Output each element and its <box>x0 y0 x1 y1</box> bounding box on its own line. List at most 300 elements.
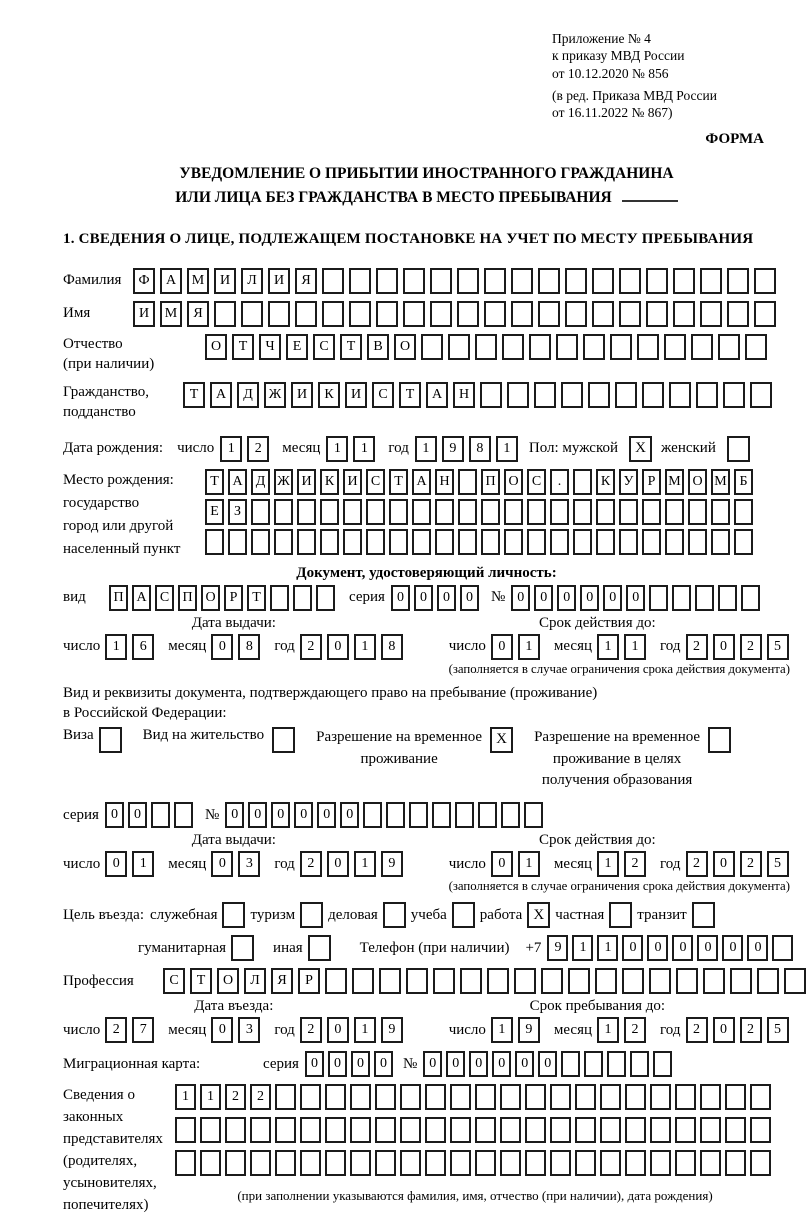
char-cell[interactable] <box>250 1150 271 1176</box>
char-cell[interactable] <box>350 1084 371 1110</box>
char-cell[interactable]: Е <box>205 499 224 525</box>
char-cell[interactable] <box>200 1150 221 1176</box>
char-cell[interactable] <box>450 1150 471 1176</box>
char-cell[interactable] <box>484 301 506 327</box>
char-cell[interactable]: 0 <box>491 634 513 660</box>
char-cell[interactable]: 2 <box>300 634 322 660</box>
char-cell[interactable] <box>649 968 671 994</box>
char-cell[interactable]: К <box>318 382 340 408</box>
char-cell[interactable]: 0 <box>211 1017 233 1043</box>
char-cell[interactable] <box>750 382 772 408</box>
char-cell[interactable] <box>343 499 362 525</box>
char-cell[interactable]: 0 <box>340 802 359 828</box>
char-cell[interactable] <box>366 529 385 555</box>
char-cell[interactable] <box>432 802 451 828</box>
char-cell[interactable]: Д <box>237 382 259 408</box>
char-cell[interactable]: 0 <box>511 585 530 611</box>
char-cell[interactable]: 2 <box>624 851 646 877</box>
char-cell[interactable] <box>727 301 749 327</box>
char-cell[interactable] <box>538 268 560 294</box>
char-cell[interactable] <box>500 1117 521 1143</box>
char-cell[interactable] <box>550 1150 571 1176</box>
char-cell[interactable] <box>430 301 452 327</box>
char-cell[interactable] <box>525 1117 546 1143</box>
char-cell[interactable] <box>484 268 506 294</box>
char-cell[interactable] <box>561 1051 580 1077</box>
char-cell[interactable]: 1 <box>496 436 518 462</box>
char-cell[interactable] <box>448 334 470 360</box>
char-cell[interactable]: 9 <box>442 436 464 462</box>
char-cell[interactable]: П <box>178 585 197 611</box>
char-cell[interactable] <box>625 1150 646 1176</box>
char-cell[interactable] <box>379 968 401 994</box>
char-cell[interactable]: Я <box>295 268 317 294</box>
char-cell[interactable] <box>588 382 610 408</box>
char-cell[interactable] <box>214 301 236 327</box>
char-cell[interactable]: 9 <box>381 851 403 877</box>
char-cell[interactable]: 5 <box>767 634 789 660</box>
char-cell[interactable]: Ж <box>264 382 286 408</box>
char-cell[interactable]: О <box>688 469 707 495</box>
char-cell[interactable] <box>502 334 524 360</box>
char-cell[interactable]: О <box>217 968 239 994</box>
char-cell[interactable] <box>610 334 632 360</box>
char-cell[interactable]: Т <box>340 334 362 360</box>
char-cell[interactable]: 1 <box>200 1084 221 1110</box>
char-cell[interactable] <box>565 301 587 327</box>
char-cell[interactable] <box>561 382 583 408</box>
char-cell[interactable] <box>504 529 523 555</box>
char-cell[interactable] <box>320 529 339 555</box>
char-cell[interactable] <box>723 382 745 408</box>
char-cell[interactable] <box>607 1051 626 1077</box>
char-cell[interactable] <box>725 1150 746 1176</box>
char-cell[interactable]: 0 <box>603 585 622 611</box>
char-cell[interactable] <box>538 301 560 327</box>
char-cell[interactable] <box>478 802 497 828</box>
char-cell[interactable]: 0 <box>271 802 290 828</box>
char-cell[interactable] <box>375 1084 396 1110</box>
char-cell[interactable] <box>475 1117 496 1143</box>
char-cell[interactable]: 0 <box>317 802 336 828</box>
char-cell[interactable]: К <box>320 469 339 495</box>
study-checkbox[interactable] <box>452 902 475 928</box>
char-cell[interactable] <box>297 499 316 525</box>
char-cell[interactable] <box>619 499 638 525</box>
char-cell[interactable]: 0 <box>491 851 513 877</box>
char-cell[interactable] <box>556 334 578 360</box>
char-cell[interactable]: Д <box>251 469 270 495</box>
char-cell[interactable] <box>573 469 592 495</box>
char-cell[interactable] <box>320 499 339 525</box>
char-cell[interactable]: 0 <box>469 1051 488 1077</box>
char-cell[interactable]: 0 <box>327 1017 349 1043</box>
char-cell[interactable] <box>174 802 193 828</box>
char-cell[interactable] <box>433 968 455 994</box>
char-cell[interactable] <box>664 334 686 360</box>
char-cell[interactable] <box>592 301 614 327</box>
char-cell[interactable]: И <box>133 301 155 327</box>
char-cell[interactable] <box>322 301 344 327</box>
char-cell[interactable]: 1 <box>354 1017 376 1043</box>
char-cell[interactable] <box>504 499 523 525</box>
char-cell[interactable] <box>500 1084 521 1110</box>
char-cell[interactable] <box>274 499 293 525</box>
char-cell[interactable] <box>596 529 615 555</box>
char-cell[interactable] <box>450 1084 471 1110</box>
char-cell[interactable] <box>584 1051 603 1077</box>
char-cell[interactable] <box>600 1150 621 1176</box>
char-cell[interactable] <box>703 968 725 994</box>
char-cell[interactable]: 2 <box>740 634 762 660</box>
char-cell[interactable] <box>675 1150 696 1176</box>
char-cell[interactable]: Ф <box>133 268 155 294</box>
char-cell[interactable] <box>325 1117 346 1143</box>
char-cell[interactable] <box>525 1084 546 1110</box>
char-cell[interactable] <box>754 268 776 294</box>
char-cell[interactable] <box>251 529 270 555</box>
char-cell[interactable]: 2 <box>225 1084 246 1110</box>
char-cell[interactable]: И <box>214 268 236 294</box>
char-cell[interactable] <box>270 585 289 611</box>
char-cell[interactable]: 1 <box>105 634 127 660</box>
char-cell[interactable] <box>541 968 563 994</box>
char-cell[interactable] <box>642 382 664 408</box>
char-cell[interactable] <box>730 968 752 994</box>
char-cell[interactable] <box>300 1150 321 1176</box>
char-cell[interactable]: П <box>481 469 500 495</box>
char-cell[interactable]: 0 <box>580 585 599 611</box>
char-cell[interactable]: 0 <box>626 585 645 611</box>
char-cell[interactable] <box>322 268 344 294</box>
char-cell[interactable] <box>455 802 474 828</box>
char-cell[interactable]: 1 <box>415 436 437 462</box>
char-cell[interactable] <box>676 968 698 994</box>
char-cell[interactable]: Я <box>187 301 209 327</box>
char-cell[interactable]: 5 <box>767 851 789 877</box>
char-cell[interactable] <box>575 1084 596 1110</box>
char-cell[interactable] <box>352 968 374 994</box>
char-cell[interactable] <box>500 1150 521 1176</box>
char-cell[interactable]: С <box>313 334 335 360</box>
char-cell[interactable] <box>725 1084 746 1110</box>
char-cell[interactable] <box>435 499 454 525</box>
char-cell[interactable]: 0 <box>713 634 735 660</box>
private-checkbox[interactable] <box>609 902 632 928</box>
char-cell[interactable] <box>412 499 431 525</box>
char-cell[interactable] <box>403 268 425 294</box>
char-cell[interactable]: Т <box>205 469 224 495</box>
char-cell[interactable]: 1 <box>220 436 242 462</box>
char-cell[interactable] <box>375 1150 396 1176</box>
char-cell[interactable] <box>575 1117 596 1143</box>
char-cell[interactable] <box>175 1150 196 1176</box>
char-cell[interactable] <box>205 529 224 555</box>
char-cell[interactable]: Н <box>453 382 475 408</box>
work-checkbox[interactable]: X <box>527 902 550 928</box>
char-cell[interactable] <box>300 1117 321 1143</box>
char-cell[interactable]: 0 <box>437 585 456 611</box>
char-cell[interactable]: 2 <box>686 1017 708 1043</box>
char-cell[interactable] <box>568 968 590 994</box>
residence-permit-checkbox[interactable] <box>272 727 295 753</box>
char-cell[interactable] <box>700 1150 721 1176</box>
char-cell[interactable]: . <box>550 469 569 495</box>
char-cell[interactable]: Р <box>224 585 243 611</box>
char-cell[interactable]: Р <box>298 968 320 994</box>
char-cell[interactable]: К <box>596 469 615 495</box>
char-cell[interactable]: С <box>527 469 546 495</box>
char-cell[interactable]: 0 <box>391 585 410 611</box>
char-cell[interactable] <box>349 301 371 327</box>
char-cell[interactable]: 0 <box>492 1051 511 1077</box>
char-cell[interactable] <box>700 1084 721 1110</box>
char-cell[interactable] <box>403 301 425 327</box>
char-cell[interactable]: 0 <box>327 851 349 877</box>
char-cell[interactable] <box>637 334 659 360</box>
char-cell[interactable]: Е <box>286 334 308 360</box>
char-cell[interactable] <box>665 529 684 555</box>
char-cell[interactable] <box>565 268 587 294</box>
char-cell[interactable] <box>734 529 753 555</box>
char-cell[interactable]: 2 <box>250 1084 271 1110</box>
char-cell[interactable]: 0 <box>225 802 244 828</box>
char-cell[interactable] <box>400 1084 421 1110</box>
char-cell[interactable] <box>630 1051 649 1077</box>
char-cell[interactable]: 0 <box>713 1017 735 1043</box>
char-cell[interactable]: 0 <box>460 585 479 611</box>
char-cell[interactable] <box>642 499 661 525</box>
char-cell[interactable]: 0 <box>538 1051 557 1077</box>
char-cell[interactable]: 1 <box>597 1017 619 1043</box>
char-cell[interactable]: М <box>665 469 684 495</box>
char-cell[interactable] <box>695 585 714 611</box>
char-cell[interactable] <box>511 268 533 294</box>
char-cell[interactable] <box>700 268 722 294</box>
temp-permit-checkbox[interactable]: X <box>490 727 513 753</box>
char-cell[interactable] <box>225 1117 246 1143</box>
char-cell[interactable] <box>487 968 509 994</box>
char-cell[interactable] <box>550 1117 571 1143</box>
char-cell[interactable] <box>750 1084 771 1110</box>
char-cell[interactable]: Т <box>183 382 205 408</box>
other-checkbox[interactable] <box>308 935 331 961</box>
char-cell[interactable] <box>691 334 713 360</box>
char-cell[interactable]: С <box>372 382 394 408</box>
char-cell[interactable] <box>646 268 668 294</box>
char-cell[interactable] <box>625 1117 646 1143</box>
char-cell[interactable] <box>325 1084 346 1110</box>
char-cell[interactable] <box>596 499 615 525</box>
char-cell[interactable] <box>600 1117 621 1143</box>
char-cell[interactable]: А <box>426 382 448 408</box>
char-cell[interactable] <box>675 1117 696 1143</box>
char-cell[interactable] <box>375 1117 396 1143</box>
char-cell[interactable]: 1 <box>491 1017 513 1043</box>
char-cell[interactable] <box>350 1117 371 1143</box>
official-checkbox[interactable] <box>222 902 245 928</box>
char-cell[interactable]: Я <box>271 968 293 994</box>
char-cell[interactable]: Т <box>232 334 254 360</box>
char-cell[interactable] <box>525 1150 546 1176</box>
char-cell[interactable]: 2 <box>740 1017 762 1043</box>
char-cell[interactable] <box>386 802 405 828</box>
char-cell[interactable] <box>457 268 479 294</box>
char-cell[interactable] <box>316 585 335 611</box>
char-cell[interactable] <box>325 968 347 994</box>
char-cell[interactable] <box>649 585 668 611</box>
edu-permit-checkbox[interactable] <box>708 727 731 753</box>
char-cell[interactable] <box>421 334 443 360</box>
char-cell[interactable]: 0 <box>294 802 313 828</box>
char-cell[interactable] <box>550 529 569 555</box>
char-cell[interactable]: С <box>366 469 385 495</box>
char-cell[interactable] <box>481 529 500 555</box>
char-cell[interactable]: У <box>619 469 638 495</box>
char-cell[interactable]: Б <box>734 469 753 495</box>
char-cell[interactable]: 2 <box>300 1017 322 1043</box>
char-cell[interactable] <box>600 1084 621 1110</box>
char-cell[interactable] <box>274 529 293 555</box>
char-cell[interactable] <box>251 499 270 525</box>
char-cell[interactable] <box>619 301 641 327</box>
char-cell[interactable]: 0 <box>327 634 349 660</box>
char-cell[interactable] <box>622 968 644 994</box>
char-cell[interactable]: П <box>109 585 128 611</box>
char-cell[interactable] <box>673 268 695 294</box>
char-cell[interactable] <box>673 301 695 327</box>
char-cell[interactable] <box>754 301 776 327</box>
char-cell[interactable]: 1 <box>132 851 154 877</box>
char-cell[interactable] <box>750 1150 771 1176</box>
char-cell[interactable]: М <box>160 301 182 327</box>
char-cell[interactable]: Ч <box>259 334 281 360</box>
char-cell[interactable]: 0 <box>446 1051 465 1077</box>
char-cell[interactable]: Т <box>399 382 421 408</box>
char-cell[interactable]: 0 <box>105 851 127 877</box>
char-cell[interactable]: 2 <box>686 851 708 877</box>
char-cell[interactable]: 2 <box>247 436 269 462</box>
char-cell[interactable]: 0 <box>248 802 267 828</box>
char-cell[interactable]: 0 <box>414 585 433 611</box>
char-cell[interactable] <box>650 1117 671 1143</box>
char-cell[interactable]: З <box>228 499 247 525</box>
char-cell[interactable]: 0 <box>722 935 743 961</box>
char-cell[interactable] <box>343 529 362 555</box>
char-cell[interactable]: И <box>343 469 362 495</box>
char-cell[interactable] <box>293 585 312 611</box>
char-cell[interactable]: О <box>205 334 227 360</box>
char-cell[interactable]: О <box>504 469 523 495</box>
char-cell[interactable] <box>595 968 617 994</box>
char-cell[interactable] <box>527 499 546 525</box>
char-cell[interactable]: 1 <box>326 436 348 462</box>
char-cell[interactable] <box>529 334 551 360</box>
char-cell[interactable] <box>228 529 247 555</box>
char-cell[interactable] <box>711 529 730 555</box>
char-cell[interactable]: 1 <box>518 851 540 877</box>
char-cell[interactable]: 2 <box>300 851 322 877</box>
char-cell[interactable] <box>349 268 371 294</box>
char-cell[interactable]: 0 <box>747 935 768 961</box>
char-cell[interactable] <box>727 268 749 294</box>
char-cell[interactable] <box>475 1084 496 1110</box>
char-cell[interactable]: Т <box>247 585 266 611</box>
char-cell[interactable] <box>725 1117 746 1143</box>
char-cell[interactable] <box>718 334 740 360</box>
char-cell[interactable] <box>480 382 502 408</box>
char-cell[interactable]: 1 <box>353 436 375 462</box>
char-cell[interactable]: 0 <box>515 1051 534 1077</box>
char-cell[interactable]: И <box>291 382 313 408</box>
char-cell[interactable] <box>430 268 452 294</box>
char-cell[interactable] <box>200 1117 221 1143</box>
char-cell[interactable] <box>425 1150 446 1176</box>
char-cell[interactable] <box>412 529 431 555</box>
char-cell[interactable] <box>700 1117 721 1143</box>
char-cell[interactable] <box>653 1051 672 1077</box>
char-cell[interactable]: 3 <box>238 1017 260 1043</box>
char-cell[interactable] <box>625 1084 646 1110</box>
char-cell[interactable]: 0 <box>211 634 233 660</box>
char-cell[interactable] <box>757 968 779 994</box>
char-cell[interactable] <box>688 499 707 525</box>
char-cell[interactable]: А <box>160 268 182 294</box>
char-cell[interactable] <box>366 499 385 525</box>
char-cell[interactable]: 1 <box>624 634 646 660</box>
char-cell[interactable] <box>573 499 592 525</box>
char-cell[interactable]: О <box>394 334 416 360</box>
char-cell[interactable]: 2 <box>624 1017 646 1043</box>
char-cell[interactable]: 0 <box>105 802 124 828</box>
transit-checkbox[interactable] <box>692 902 715 928</box>
char-cell[interactable]: А <box>132 585 151 611</box>
char-cell[interactable] <box>675 1084 696 1110</box>
char-cell[interactable]: Н <box>435 469 454 495</box>
char-cell[interactable] <box>425 1117 446 1143</box>
char-cell[interactable] <box>376 268 398 294</box>
char-cell[interactable]: 1 <box>518 634 540 660</box>
char-cell[interactable] <box>672 585 691 611</box>
char-cell[interactable] <box>389 499 408 525</box>
char-cell[interactable]: 1 <box>597 851 619 877</box>
char-cell[interactable] <box>575 1150 596 1176</box>
char-cell[interactable] <box>350 1150 371 1176</box>
char-cell[interactable]: 9 <box>547 935 568 961</box>
char-cell[interactable]: 0 <box>351 1051 370 1077</box>
char-cell[interactable]: 2 <box>105 1017 127 1043</box>
char-cell[interactable]: 0 <box>211 851 233 877</box>
char-cell[interactable] <box>450 1117 471 1143</box>
char-cell[interactable] <box>458 529 477 555</box>
char-cell[interactable]: 3 <box>238 851 260 877</box>
tourism-checkbox[interactable] <box>300 902 323 928</box>
char-cell[interactable]: Р <box>642 469 661 495</box>
char-cell[interactable]: 0 <box>713 851 735 877</box>
char-cell[interactable]: 8 <box>469 436 491 462</box>
char-cell[interactable]: Т <box>190 968 212 994</box>
char-cell[interactable]: 9 <box>518 1017 540 1043</box>
char-cell[interactable] <box>745 334 767 360</box>
char-cell[interactable] <box>550 1084 571 1110</box>
char-cell[interactable] <box>772 935 793 961</box>
char-cell[interactable] <box>669 382 691 408</box>
char-cell[interactable]: Л <box>241 268 263 294</box>
char-cell[interactable] <box>646 301 668 327</box>
char-cell[interactable] <box>400 1117 421 1143</box>
char-cell[interactable] <box>275 1084 296 1110</box>
char-cell[interactable]: 0 <box>672 935 693 961</box>
